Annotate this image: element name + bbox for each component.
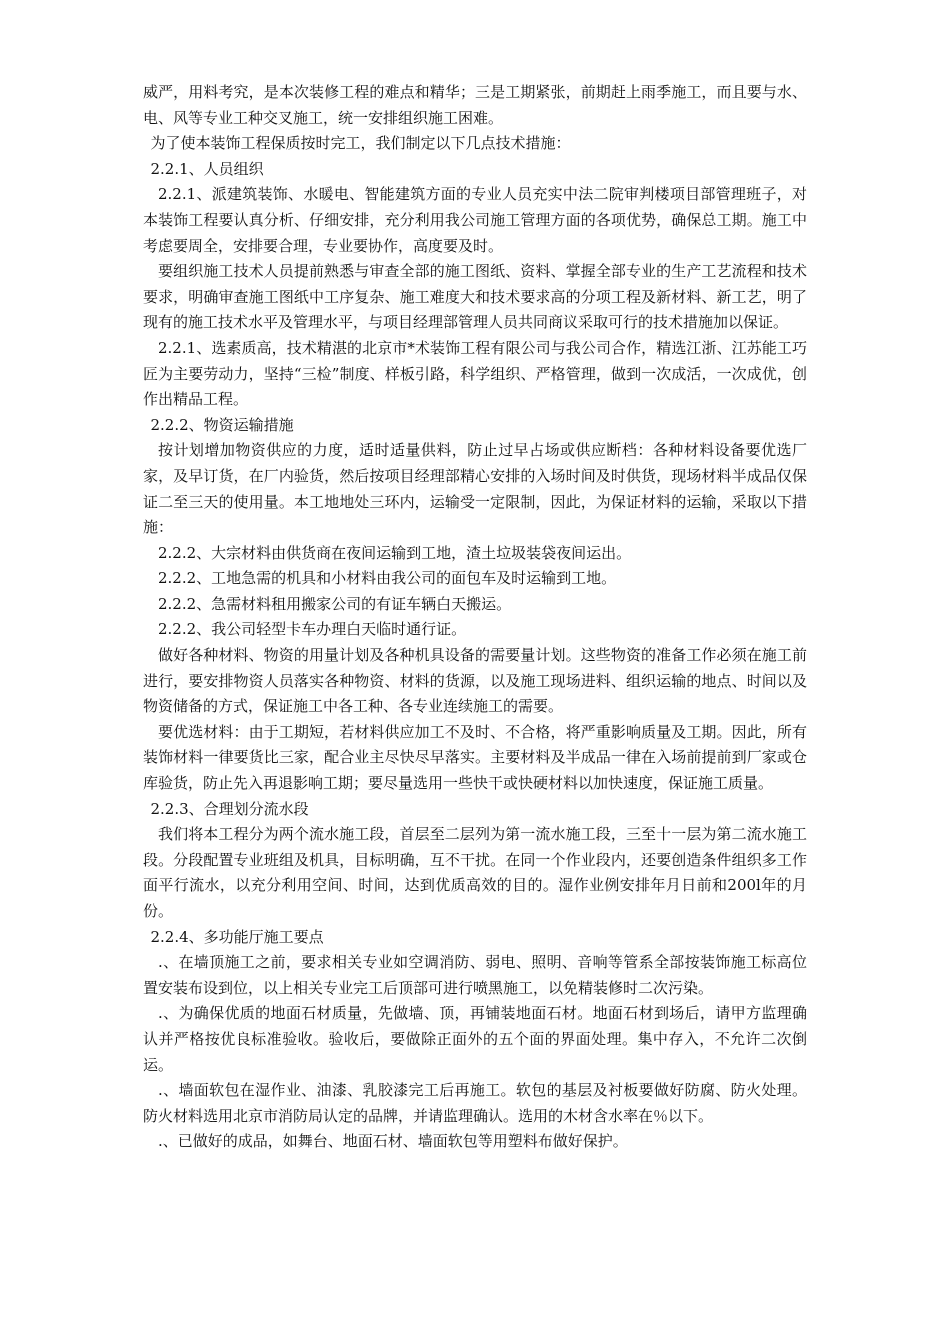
list-item: .、为确保优质的地面石材质量，先做墙、顶，再铺装地面石材。地面石材到场后，请甲方监理确认并严格按优良标准验收。验收后，要做除正面外的五个面的界面处理。集中存入，不允许二次倒运。 <box>143 1004 807 1074</box>
section-heading: 2.2.4、多功能厅施工要点 <box>150 927 324 946</box>
section-heading: 2.2.3、合理划分流水段 <box>150 799 309 818</box>
paragraph: 2.2.1、派建筑装饰、水暖电、智能建筑方面的专业人员充实中法二院审判楼项目部管理班子，对本装饰工程要认真分析、仔细安排，充分利用我公司施工管理方面的各项优势，确保总工期。施工中考虑要周全，安排要合理，专业要协作，高度要及时。 <box>143 185 807 255</box>
section-heading: 2.2.1、人员组织 <box>150 159 264 178</box>
list-item: 2.2.2、工地急需的机具和小材料由我公司的面包车及时运输到工地。 <box>158 569 617 588</box>
paragraph: 做好各种材料、物资的用量计划及各种机具设备的需要量计划。这些物资的准备工作必须在施工前进行，要安排物资人员落实各种物资、材料的货源，以及施工现场进料、组织运输的地点、时间以及物资储备的方式，保证施工中各工种、各专业连续施工的需要。 <box>143 646 807 716</box>
list-item: 2.2.2、大宗材料由供货商在夜间运输到工地，渣土垃圾装袋夜间运出。 <box>158 543 632 562</box>
paragraph: 我们将本工程分为两个流水施工段，首层至二层列为第一流水施工段，三至十一层为第二流水施工段。分段配置专业班组及机具，目标明确，互不干扰。在同一个作业段内，还要创造条件组织多工作面平行流水，以充分利用空间、时间，达到优质高效的目的。湿作业例安排年月日前和200l年的月份。 <box>143 825 807 920</box>
paragraph: 按计划增加物资供应的力度，适时适量供料，防止过早占场或供应断档：各种材料设备要优选厂家，及早订货，在厂内验货，然后按项目经理部精心安排的入场时间及时供货，现场材料半成品仅保证二至三天的使用量。本工地地处三环内，运输受一定限制，因此，为保证材料的运输，采取以下措施： <box>143 441 807 537</box>
list-item: .、在墙顶施工之前，要求相关专业如空调消防、弱电、照明、音响等管系全部按装饰施工标高位置安装布设到位，以上相关专业完工后顶部可进行喷黑施工，以免精装修时二次污染。 <box>143 953 807 997</box>
paragraph: 为了使本装饰工程保质按时完工，我们制定以下几点技术措施： <box>150 134 571 153</box>
paragraph: 要组织施工技术人员提前熟悉与审查全部的施工图纸、资料、掌握全部专业的生产工艺流程和技术要求，明确审查施工图纸中工序复杂、施工难度大和技术要求高的分项工程及新材料、新工艺，明了现有的施工技术水平及管理水平，与项目经理部管理人员共同商议采取可行的技术措施加以保证。 <box>143 262 807 332</box>
paragraph: 威严，用料考究，是本次装修工程的难点和精华；三是工期紧张，前期赶上雨季施工，而且要与水、电、风等专业工种交叉施工，统一安排组织施工困难。 <box>143 83 807 127</box>
list-item: .、墙面软包在湿作业、油漆、乳胶漆完工后再施工。软包的基层及衬板要做好防腐、防火处理。防火材料选用北京市消防局认定的品牌，并请监理确认。选用的木材含水率在％以下。 <box>143 1081 807 1125</box>
list-item: 2.2.2、急需材料租用搬家公司的有证车辆白天搬运。 <box>158 594 512 613</box>
section-heading: 2.2.2、物资运输措施 <box>150 415 294 434</box>
paragraph: 2.2.1、选素质高，技术精湛的北京市*术装饰工程有限公司与我公司合作，精选江浙、江苏能工巧匠为主要劳动力，坚持“三检”制度、样板引路，科学组织、严格管理，做到一次成活，一次成优，创作出精品工程。 <box>143 338 807 409</box>
document-page <box>143 80 807 1155</box>
list-item: 2.2.2、我公司轻型卡车办理白天临时通行证。 <box>158 620 467 639</box>
list-item: .、已做好的成品，如舞台、地面石材、墙面软包等用塑料布做好保护。 <box>158 1132 628 1151</box>
paragraph: 要优选材料：由于工期短，若材料供应加工不及时、不合格，将严重影响质量及工期。因此，所有装饰材料一律要货比三家，配合业主尽快尽早落实。主要材料及半成品一律在入场前提前到厂家或仓库验货，防止先入再退影响工期；要尽量选用一些快干或快硬材料以加快速度，保证施工质量。 <box>143 722 807 793</box>
